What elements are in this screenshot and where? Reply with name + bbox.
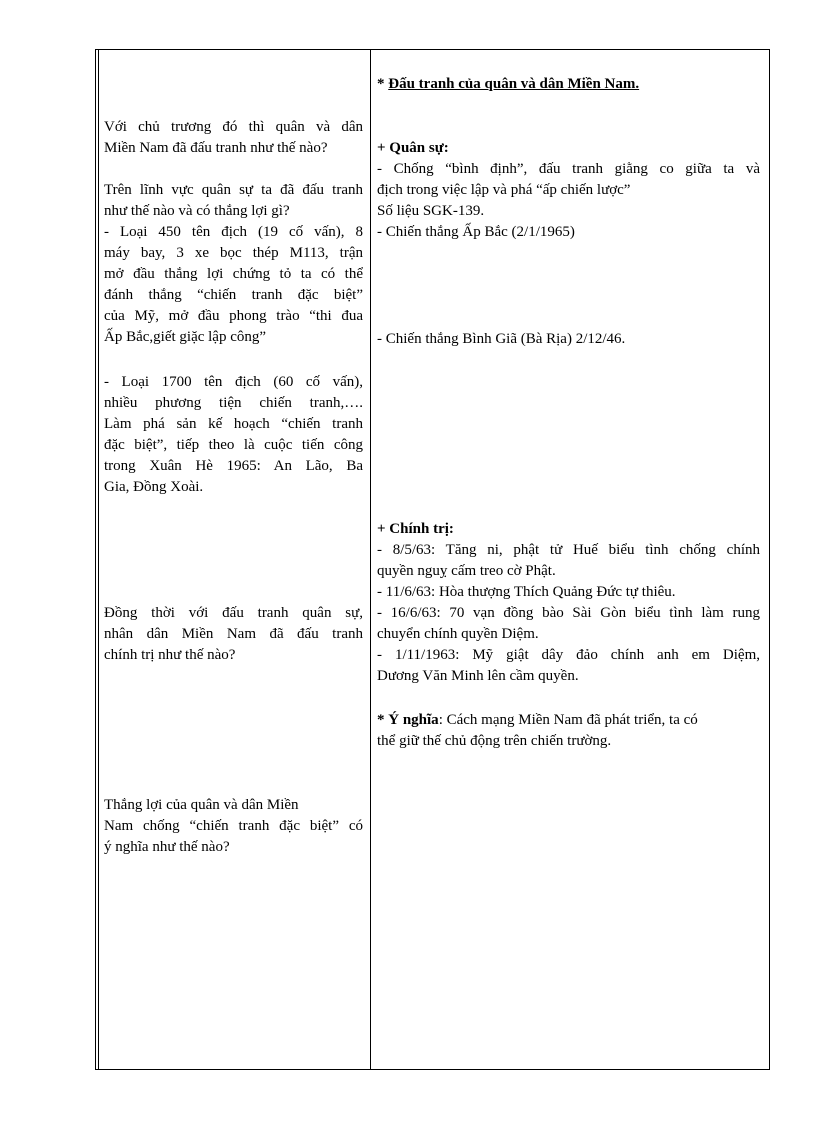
table-border-top: [95, 49, 770, 50]
politics-title: + Chính trị:: [377, 521, 454, 537]
text-line: Làm phá sản kế hoạch “chiến tranh: [104, 416, 363, 432]
text-line: đánh thắng “chiến tranh đặc biệt”: [104, 287, 363, 303]
text-line: - Chiến thắng Ấp Bắc (2/1/1965): [377, 224, 575, 240]
table-column-divider: [370, 49, 371, 1070]
binh-gia-victory: [377, 329, 760, 350]
text-line: Gia, Đồng Xoài.: [104, 479, 204, 495]
text-line: Với chủ trương đó thì quân và dân: [104, 119, 363, 135]
text-line: chuyển chính quyền Diệm.: [377, 626, 539, 642]
text-line: - Chống “bình định”, đấu tranh giằng co giữa ta và: [377, 161, 760, 177]
text-line: đặc biệt”, tiếp theo là cuộc tiến công: [104, 437, 363, 453]
table-border-right: [769, 49, 770, 1070]
text-line: - 8/5/63: Tăng ni, phật tử Huế biểu tình chống chính: [377, 542, 760, 558]
military-section: [377, 138, 760, 243]
text-line: chính trị như thế nào?: [104, 647, 236, 663]
military-title: + Quân sự:: [377, 140, 449, 156]
text-line: như thế nào và có thắng lợi gì?: [104, 203, 290, 219]
text-line: - Loại 450 tên địch (19 cố vấn), 8: [104, 224, 363, 240]
text-line: nhân dân Miền Nam đã đấu tranh: [104, 626, 363, 642]
text-line: - Chiến thắng Bình Giã (Bà Rịa) 2/12/46.: [377, 331, 626, 347]
heading-line: [377, 74, 760, 95]
text-line: ý nghĩa như thế nào?: [104, 839, 230, 855]
question-politics: [104, 603, 363, 666]
text-line: mở đầu thắng lợi chứng tỏ ta có thể: [104, 266, 363, 282]
meaning-label: * Ý nghĩa: [377, 712, 439, 728]
question-military: [104, 180, 363, 222]
text-line: của Mỹ, mở đầu phong trào “thi đua: [104, 308, 363, 324]
text-line: máy bay, 3 xe bọc thép M113, trận: [104, 245, 363, 261]
meaning-text: : Cách mạng Miền Nam đã phát triển, ta có: [438, 712, 698, 728]
table-border-left-inner: [98, 49, 99, 1070]
text-line: thể giữ thế chủ động trên chiến trường.: [377, 733, 612, 749]
text-line: Ấp Bắc,giết giặc lập công”: [104, 329, 267, 345]
question-meaning: [104, 795, 363, 858]
text-line: Trên lĩnh vực quân sự ta đã đấu tranh: [104, 182, 363, 198]
text-line: Đồng thời với đấu tranh quân sự,: [104, 605, 363, 621]
section-heading: [377, 74, 760, 95]
question-struggle: [104, 117, 363, 159]
text-line: Miền Nam đã đấu tranh như thế nào?: [104, 140, 328, 156]
text-line: Số liệu SGK-139.: [377, 203, 485, 219]
text-line: Nam chống “chiến tranh đặc biệt” có: [104, 818, 363, 834]
text-line: trong Xuân Hè 1965: An Lão, Ba: [104, 458, 363, 474]
answer-ap-bac: [104, 222, 363, 348]
heading-star: *: [377, 76, 389, 92]
text-line: Thắng lợi của quân và dân Miền: [104, 797, 299, 813]
text-line: - 16/6/63: 70 vạn đồng bào Sài Gòn biểu tình làm rung: [377, 605, 760, 621]
text-line: quyền nguỵ cấm treo cờ Phật.: [377, 563, 556, 579]
answer-binh-gia: [104, 372, 363, 498]
heading-text: Đấu tranh của quân và dân Miền Nam.: [388, 76, 640, 92]
text-line: Dương Văn Minh lên cầm quyền.: [377, 668, 579, 684]
text-line: - 11/6/63: Hòa thượng Thích Quảng Đức tự thiêu.: [377, 584, 676, 600]
politics-section: [377, 519, 760, 687]
text-line: địch trong việc lập và phá “ấp chiến lược”: [377, 182, 631, 198]
text-line: - Loại 1700 tên địch (60 cố vấn),: [104, 374, 363, 390]
meaning-section: [377, 710, 760, 752]
table-border-left: [95, 49, 96, 1070]
text-line: - 1/11/1963: Mỹ giật dây đảo chính anh em Diệm,: [377, 647, 760, 663]
meaning-line: [377, 710, 760, 731]
table-border-bottom: [95, 1069, 770, 1070]
text-line: nhiều phương tiện chiến tranh,….: [104, 395, 363, 411]
